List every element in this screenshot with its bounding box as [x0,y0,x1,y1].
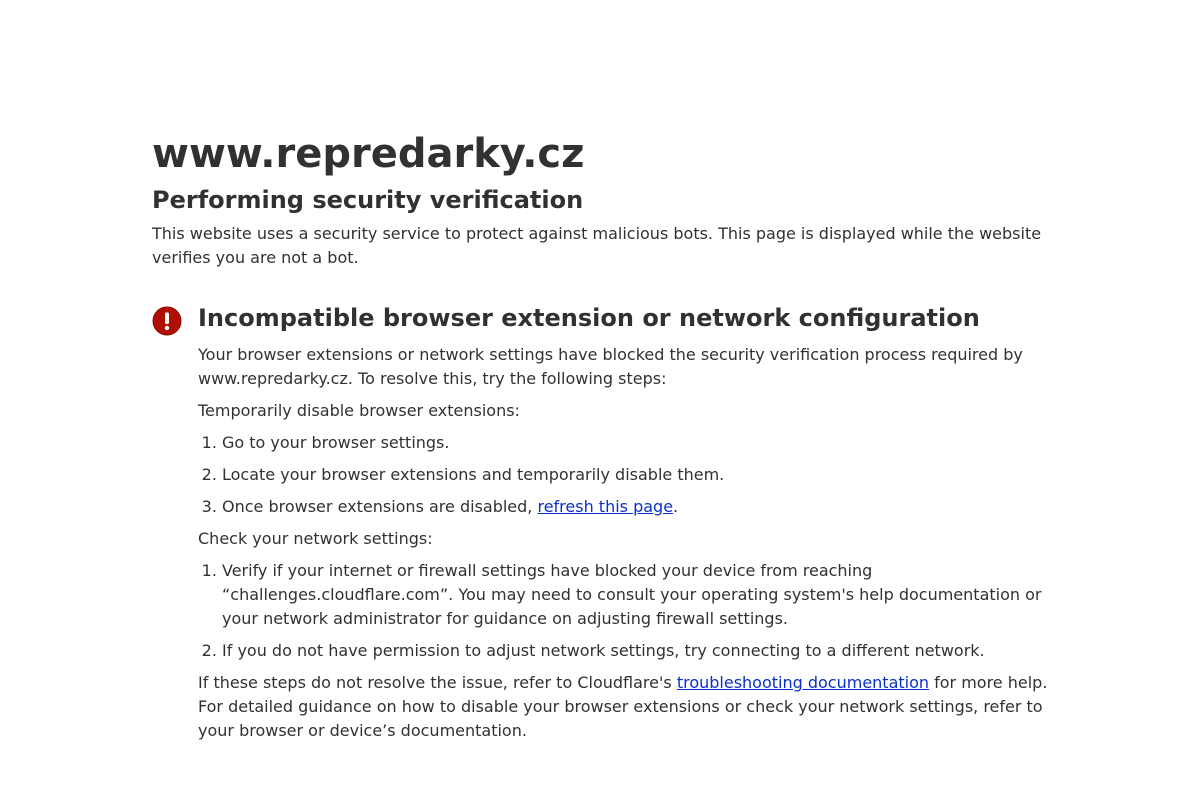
error-description: Your browser extensions or network settings have blocked the security verification process required by www.repredarky.cz. To resolve this, try the following steps: [198,345,1023,388]
error-panel [152,302,1052,743]
page-heading: Performing security verification [152,186,584,214]
site-domain-title: www.repredarky.cz [152,131,585,177]
network-label: Check your network settings: [198,529,433,548]
list-item: 1. Verify if your internet or firewall settings have blocked your device from reaching “challenges.cloudflare.com”. You may need to consult your operating system's help documentation or your network administrator for guidance on adjusting firewall settings. [222,559,1052,631]
error-title: Incompatible browser extension or network configuration [198,304,980,332]
intro-text: This website uses a security service to protect against malicious bots. This page is displayed while the website verifies you are not a bot. [152,224,1042,267]
step-text: . [673,497,679,516]
help-suffix: for more help. For detailed guidance on how to disable your browser extensions or check your network settings, refer to your browser or device’s documentation. [198,673,1048,740]
error-exclamation-icon [152,306,182,336]
extensions-steps-list [198,431,1052,519]
help-text [198,671,1052,743]
list-item: 1. Go to your browser settings. [222,431,1052,455]
help-prefix: If these steps do not resolve the issue, refer to Cloudflare's [198,673,677,692]
step-text: Once browser extensions are disabled, [222,497,538,516]
refresh-page-link[interactable]: refresh this page [537,497,674,516]
list-item: 2. Locate your browser extensions and temporarily disable them. [222,463,1052,487]
troubleshooting-documentation-link[interactable]: troubleshooting documentation [676,673,930,692]
list-item [222,495,1052,519]
extensions-label: Temporarily disable browser extensions: [198,401,520,420]
list-item: 2. If you do not have permission to adjust network settings, try connecting to a different network. [222,639,1052,663]
network-steps-list [198,559,1052,663]
main-content [152,128,1052,743]
